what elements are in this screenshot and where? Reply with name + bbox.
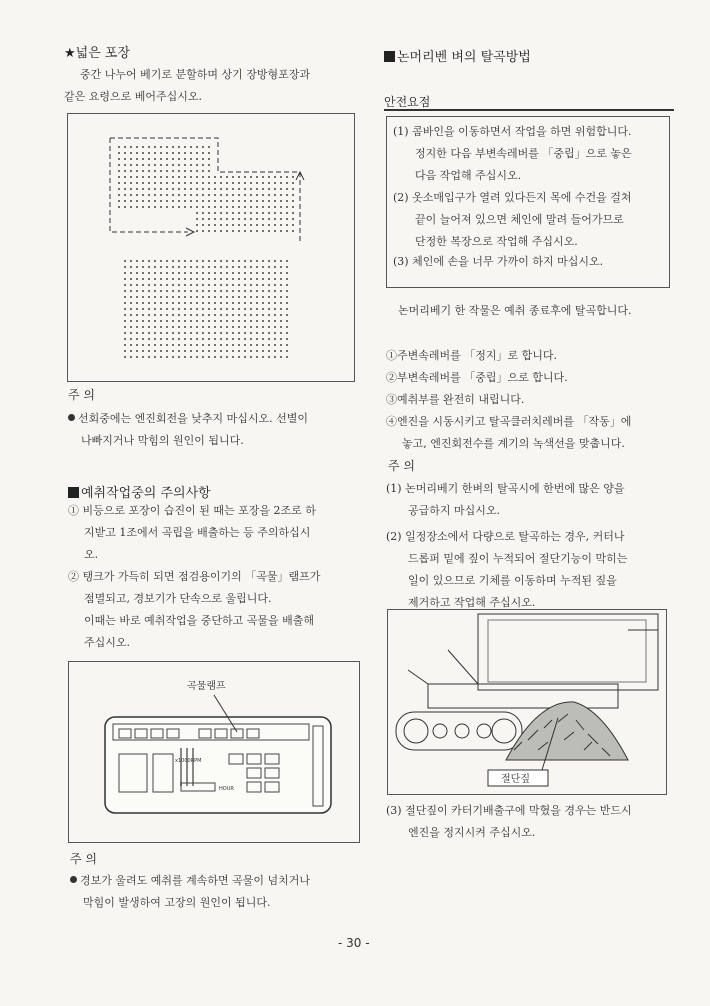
page-number: - 30 -: [338, 936, 370, 950]
grain-lamp-callout: 곡물램프: [187, 681, 226, 692]
upper-field-crop: [114, 142, 296, 236]
step-4: ④엔진을 시동시키고 탈곡클러치레버를 「작동」에: [386, 415, 632, 428]
bullet-icon: [70, 876, 77, 883]
safety-item-3: (3) 체인에 손을 너무 가까이 하지 마십시오.: [393, 255, 604, 268]
cutter-unit: [428, 684, 618, 708]
safety-item-1: (1) 콤바인을 이동하면서 작업을 하면 위험합니다. 정지한 다음 부변속레버를 「중립」으로 놓은 다음 작업해 주십시오.: [393, 125, 632, 182]
lower-field-crop: [120, 260, 292, 358]
caution-items: (1) 논머리베기 한벼의 탈곡시에 한번에 많은 양을 공급하지 마십시오. (2) 일정장소에서 다량으로 탈곡하는 경우, 커터나 드롭퍼 밑에 짚이 누적되어 절단기능이 막히는 일이 있으므로 기체를 이동하며 누적된 짚을 제거하고 작업해 주십시오.: [386, 482, 628, 609]
crawler-track: [396, 712, 522, 750]
combine-body: [478, 614, 658, 690]
straw-label: 절단짚: [501, 774, 530, 785]
safety-item-2: (2) 옷소매입구가 열려 있다든지 목에 수건을 걸쳐 끝이 늘어져 있으면 체인에 말려 들어가므로 단정한 복장으로 작업해 주십시오.: [393, 191, 632, 248]
wide-field-text: 중간 나누어 베기로 분할하며 상기 장방형포장과 같은 요령으로 베어주십시오.: [64, 68, 311, 103]
caution-text-2: 경보가 울려도 예취를 계속하면 곡물이 넘치거나 막힘이 발생하여 고장의 원인이 됩니다.: [70, 870, 362, 914]
combine-straw-figure: [387, 609, 667, 795]
straw-pile: [506, 702, 628, 760]
safety-box: [386, 116, 670, 288]
reaping-caution-heading: 예취작업중의 주의사항: [68, 482, 211, 501]
final-item: (3) 절단짚이 카터기배출구에 막혔을 경우는 반드시 엔진을 정지시켜 주십시오.: [386, 804, 632, 839]
instrument-panel-figure: [68, 661, 360, 843]
bullet-icon: [68, 414, 75, 421]
panel-body: [105, 717, 331, 813]
square-bullet-icon: [384, 51, 395, 62]
safety-heading: 안전요점: [384, 95, 431, 109]
field-diagram: [67, 113, 355, 382]
hour-label: HOUR: [219, 786, 234, 792]
wide-field-heading: ★넓은 포장: [64, 46, 131, 61]
step-1: ①주변속레버를 「정지」로 합니다.: [386, 349, 558, 362]
reaping-item-1: ① 비등으로 포장이 습진이 된 때는 포장을 2조로 하 지받고 1조에서 곡립을 배출하는 등 주의하십시 오.: [68, 504, 316, 561]
rpm-label: x1000RPM: [175, 758, 202, 764]
step-2: ②부변속레버를 「중립」으로 합니다.: [386, 371, 568, 384]
page-title: 논머리벤 벼의 탈곡방법: [384, 46, 531, 65]
intro-text: 논머리베기 한 작물은 예취 종료후에 탈곡합니다.: [398, 304, 632, 317]
reaping-item-2: ② 탱크가 가득히 되면 점검용이기의 「곡물」램프가 점멸되고, 경보기가 단속으로 울립니다. 이때는 바로 예취작업을 중단하고 곡물을 배출해 주십시오.: [68, 570, 321, 649]
safety-rule: [384, 109, 674, 111]
steps-list: ①주변속레버를 「정지」로 합니다. ②부변속레버를 「중립」으로 합니다. ③예취부를 완전히 내립니다. ④엔진을 시동시키고 탈곡클러치레버를 「작동」에 놓고, 엔진회전수를 계기의 녹색선을 맞춥니다.: [386, 345, 676, 455]
square-bullet-icon: [68, 487, 79, 498]
caution-heading-2: 주 의: [70, 852, 97, 866]
step-3: ③예취부를 완전히 내립니다.: [386, 393, 525, 406]
caution-heading-1: 주 의: [68, 388, 95, 402]
caution-heading-3: 주 의: [388, 459, 415, 473]
caution-text-1: 선회중에는 엔진회전을 낮추지 마십시오. 선별이 나빠지거나 막힘의 원인이 됩니다.: [68, 408, 358, 452]
